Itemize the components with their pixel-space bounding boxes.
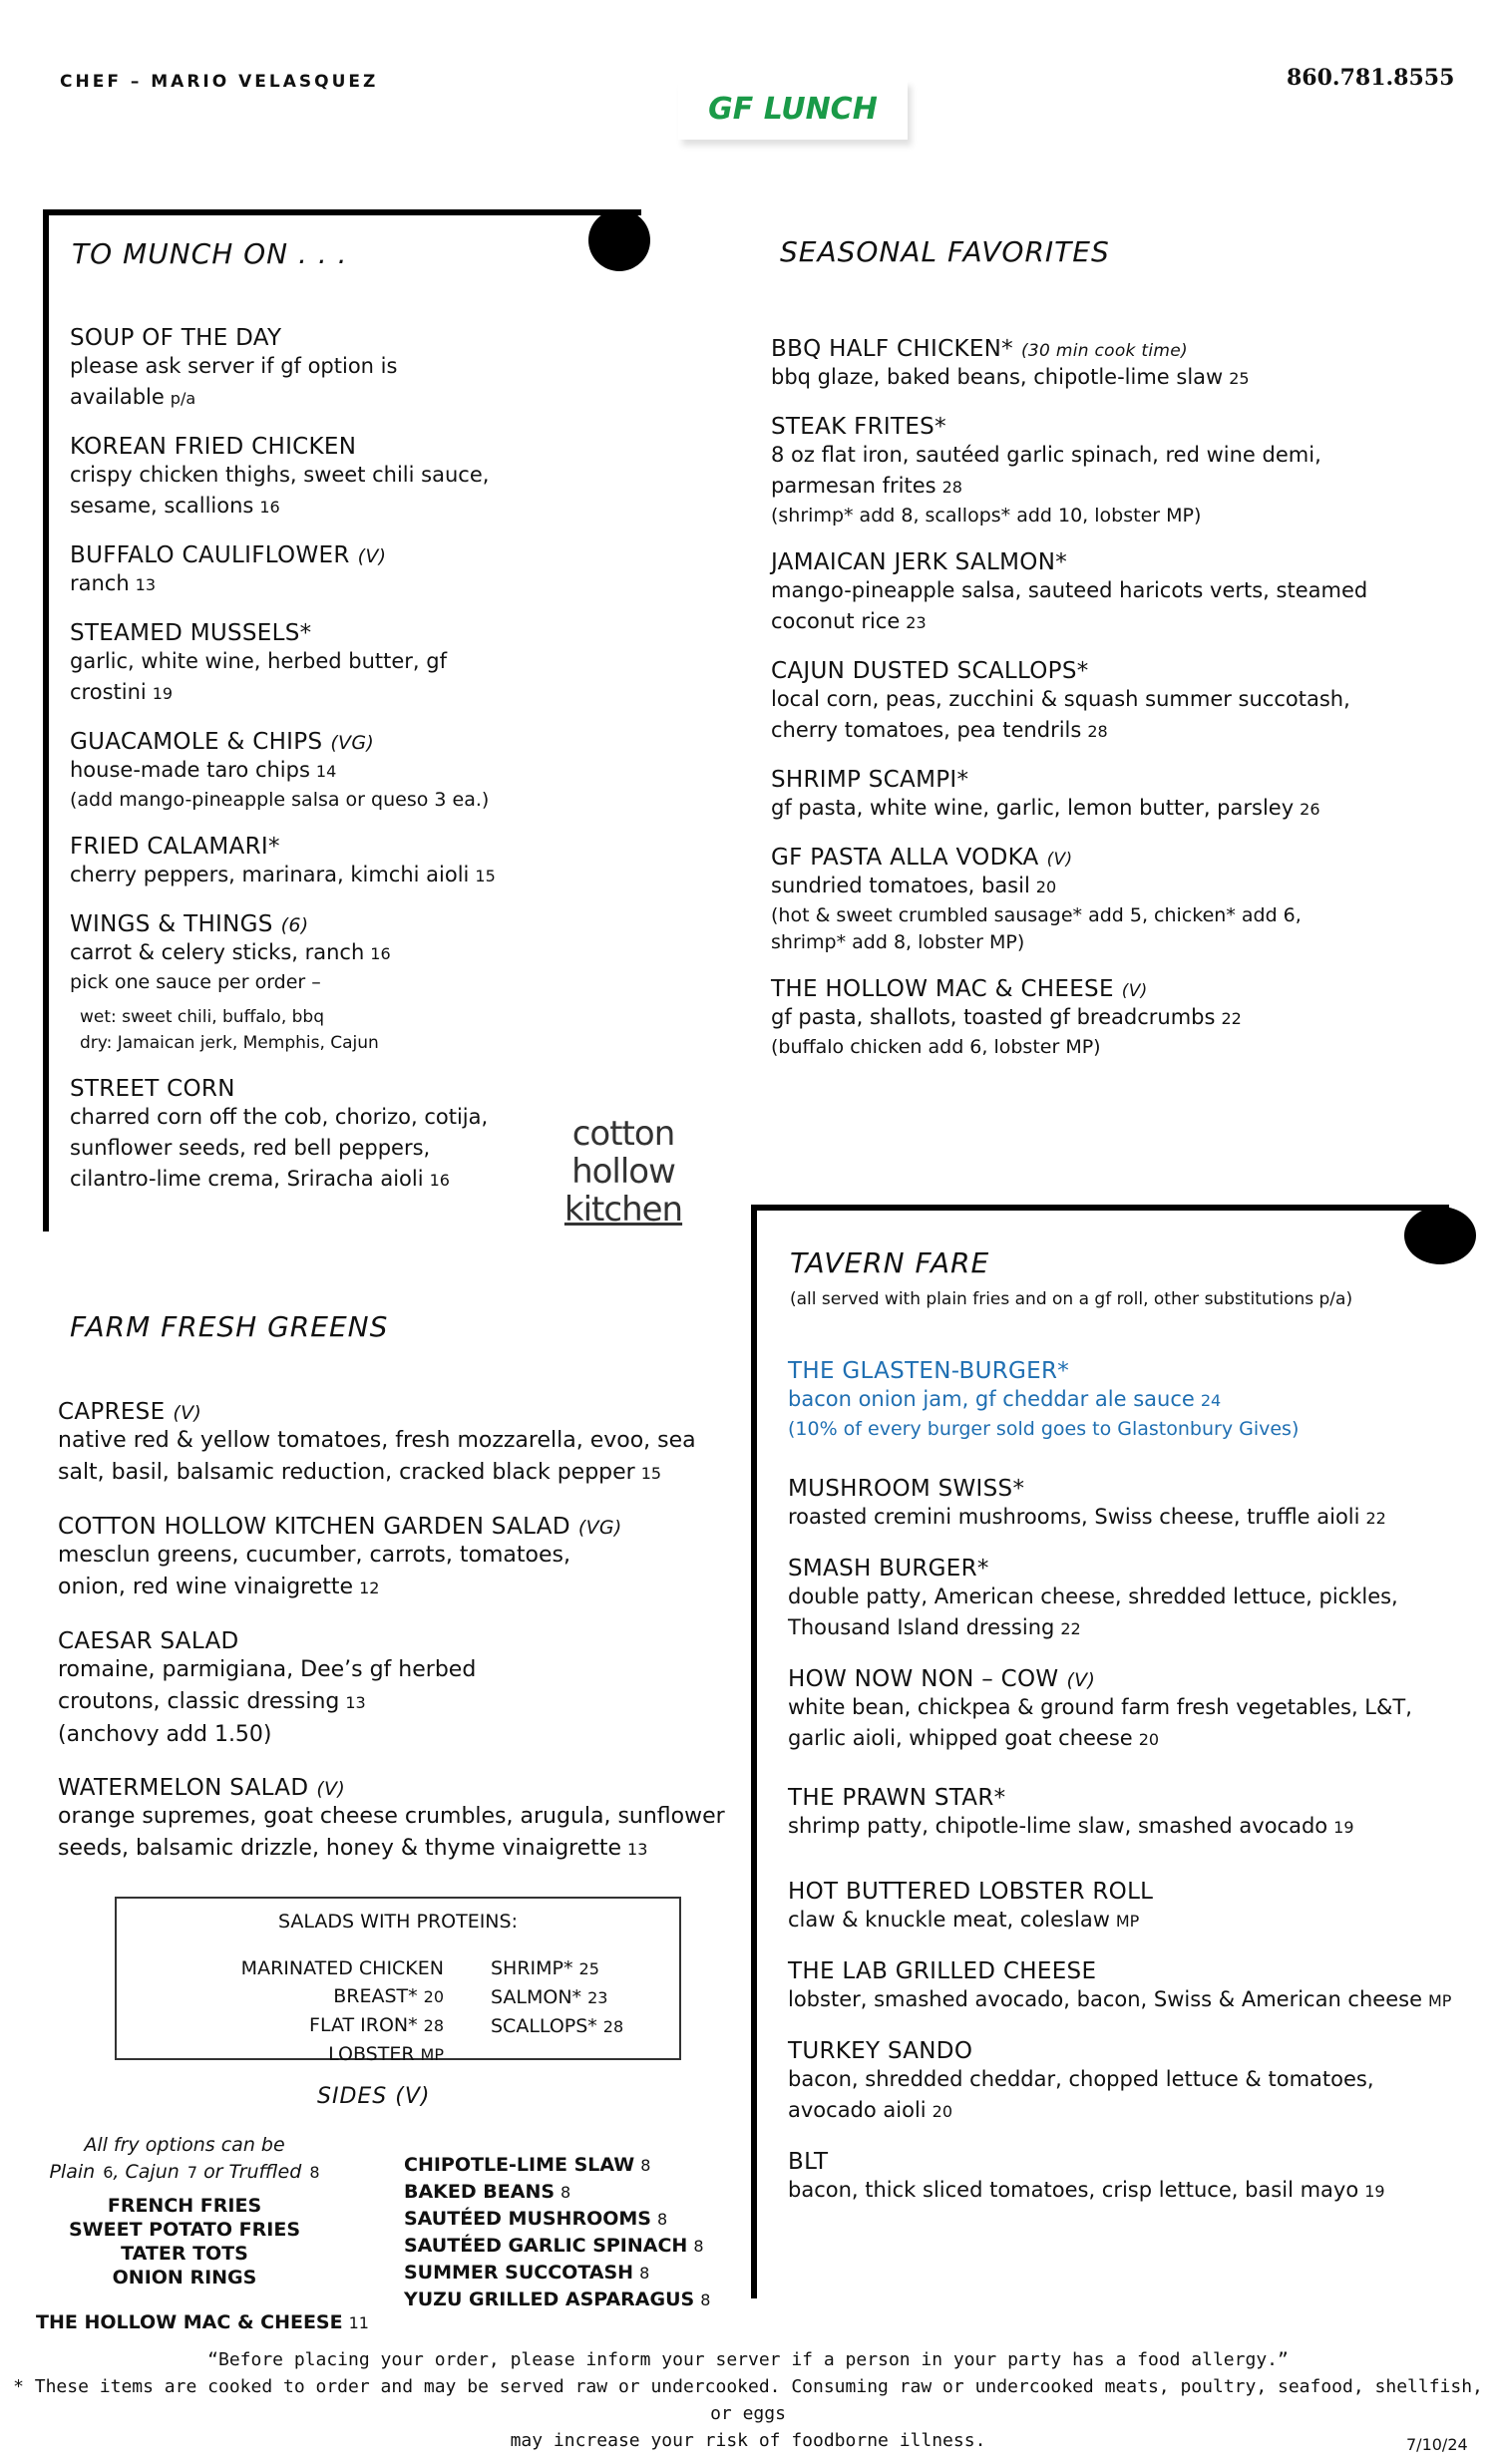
- menu-item-price: 15: [475, 867, 496, 885]
- menu-item: [771, 658, 1469, 747]
- menu-item-name: [771, 658, 1469, 684]
- wet-sauces: wet: sweet chili, buffalo, bbq: [80, 1007, 325, 1027]
- menu-item-price: 28: [941, 478, 962, 497]
- menu-item: [771, 845, 1469, 956]
- menu-item-name: [70, 325, 588, 351]
- menu-item-desc-text: local corn, peas, zucchini & squash summer succotash, cherry tomatoes, pea tendrils: [771, 687, 1350, 742]
- menu-item-desc: [58, 1425, 746, 1490]
- menu-item-desc: [771, 575, 1369, 638]
- tavern-title: TAVERN FARE: [790, 1246, 990, 1279]
- protein-price: 23: [587, 1988, 608, 2007]
- menu-item-tag: (VG): [330, 732, 375, 754]
- menu-item-desc-text: bbq glaze, baked beans, chipotle-lime slaw: [771, 365, 1224, 389]
- menu-item: [788, 1476, 1466, 1534]
- menu-item-price: 23: [906, 613, 927, 632]
- menu-item: [70, 834, 588, 891]
- protein-name: SHRIMP*: [491, 1957, 573, 1979]
- menu-item-price: 13: [627, 1840, 648, 1859]
- menu-item-desc-text: romaine, parmigiana, Dee’s gf herbed croutons, classic dressing: [58, 1657, 477, 1714]
- menu-item-desc: [788, 1905, 1466, 1936]
- decorative-dot: [588, 209, 650, 271]
- menu-item-name: [771, 414, 1469, 440]
- menu-item-tag: (6): [280, 914, 309, 936]
- menu-item-tag: (V): [316, 1778, 346, 1800]
- protein-price: 25: [578, 1959, 599, 1978]
- munch-list: [70, 325, 588, 1216]
- menu-item-title: THE LAB GRILLED CHEESE: [788, 1958, 1097, 1984]
- menu-item-tag: (VG): [577, 1517, 622, 1539]
- menu-item: [58, 1628, 746, 1751]
- menu-item-title: GF PASTA ALLA VODKA: [771, 845, 1039, 871]
- menu-item: [70, 542, 588, 600]
- menu-item-tag: (V): [173, 1402, 202, 1424]
- menu-item-desc-text: sundried tomatoes, basil: [771, 874, 1030, 897]
- sides-title: SIDES (V): [317, 2084, 431, 2109]
- menu-item-name: [58, 1628, 746, 1654]
- menu-item-name: [70, 834, 588, 860]
- menu-item-tag: (V): [357, 545, 387, 567]
- menu-item-price: 26: [1300, 800, 1320, 819]
- menu-item-note: (add mango-pineapple salsa or queso 3 ea.): [70, 789, 490, 811]
- allergy-footer: [0, 2346, 1496, 2454]
- menu-item-name: [788, 1476, 1466, 1502]
- menu-item-price: 20: [1138, 1730, 1160, 1749]
- menu-item-desc-text: roasted cremini mushrooms, Swiss cheese, truffle aioli: [788, 1505, 1360, 1529]
- menu-item: [771, 767, 1469, 825]
- tavern-list: [788, 1476, 1466, 2229]
- menu-item-desc: [58, 1801, 746, 1866]
- protein-price: 20: [423, 1987, 444, 2006]
- menu-item-name: [771, 549, 1469, 575]
- menu-item: [70, 1076, 588, 1196]
- menu-item: [771, 549, 1469, 638]
- protein-row: [491, 1983, 670, 2012]
- menu-item: [788, 1879, 1466, 1936]
- menu-item-name: [70, 542, 588, 568]
- menu-item-price: 22: [1221, 1009, 1242, 1028]
- menu-item-tag: (V): [1046, 850, 1073, 870]
- side-item: [404, 2233, 710, 2260]
- menu-item-title: SHRIMP SCAMPI*: [771, 767, 969, 793]
- menu-item-name: [788, 1785, 1466, 1811]
- menu-item-name: [70, 434, 588, 460]
- menu-item-title: WATERMELON SALAD: [58, 1775, 309, 1801]
- menu-item-desc: [771, 1002, 1369, 1034]
- menu-item-desc-text: white bean, chickpea & ground farm fresh vegetables, L&T, garlic aioli, whipped goat cheese: [788, 1695, 1412, 1750]
- menu-item-title: KOREAN FRIED CHICKEN: [70, 434, 357, 460]
- menu-item-desc: [771, 871, 1369, 902]
- menu-item-title: STEAMED MUSSELS*: [70, 620, 312, 646]
- menu-item-tag: (V): [1066, 1669, 1096, 1691]
- menu-item-desc: [788, 1502, 1466, 1534]
- menu-item-name: [771, 767, 1469, 793]
- footer-raw-warning: * These items are cooked to order and may be served raw or undercooked. Consuming raw or undercooked meats, poultry, seafood, shellfish, or eggs: [13, 2376, 1483, 2424]
- menu-item-desc: [70, 351, 509, 414]
- menu-item-price: MP: [1428, 1991, 1452, 2010]
- menu-item-note: (buffalo chicken add 6, lobster MP): [771, 1036, 1101, 1058]
- menu-item: [58, 1399, 746, 1490]
- menu-item-desc-text: bacon, shredded cheddar, chopped lettuce & tomatoes, avocado aioli: [788, 2067, 1374, 2122]
- side-name: YUZU GRILLED ASPARAGUS: [404, 2288, 695, 2310]
- side-name: SUMMER SUCCOTASH: [404, 2262, 634, 2284]
- protein-row: [135, 1954, 444, 2011]
- menu-item-note: (hot & sweet crumbled sausage* add 5, chicken* add 6, shrimp* add 8, lobster MP): [771, 904, 1302, 953]
- menu-item-title: HOT BUTTERED LOBSTER ROLL: [788, 1879, 1154, 1905]
- menu-item-price: 16: [370, 944, 391, 963]
- side-price: 8: [693, 2237, 704, 2256]
- proteins-title: SALADS WITH PROTEINS:: [278, 1911, 518, 1933]
- menu-item-title: HOW NOW NON – COW: [788, 1666, 1059, 1692]
- menu-item-desc: [70, 568, 509, 600]
- protein-price: 28: [602, 2017, 624, 2036]
- menu-item-title: MUSHROOM SWISS*: [788, 1476, 1025, 1502]
- menu-item: [788, 2038, 1466, 2127]
- featured-burger-price: 24: [1200, 1391, 1222, 1410]
- side-mac-price: 11: [348, 2313, 369, 2332]
- proteins-right: [491, 1954, 670, 2041]
- protein-row: [135, 2011, 444, 2040]
- menu-item-name: [70, 620, 588, 646]
- menu-item-name: [788, 2038, 1466, 2064]
- menu-item-desc: [788, 1811, 1466, 1843]
- menu-item-name: [788, 1556, 1466, 1582]
- menu-item-name: [788, 1879, 1466, 1905]
- menu-item-price: 12: [359, 1579, 380, 1597]
- protein-row: [135, 2040, 444, 2069]
- menu-item-desc-text: please ask server if gf option is available: [70, 354, 398, 409]
- menu-item-desc-text: carrot & celery sticks, ranch: [70, 940, 365, 964]
- menu-item-title: SOUP OF THE DAY: [70, 325, 282, 351]
- menu-item-desc: [788, 2064, 1466, 2127]
- menu-item: [771, 336, 1469, 394]
- menu-item: [788, 2149, 1466, 2207]
- menu-item-name: [788, 1666, 1466, 1692]
- menu-item: [58, 1514, 746, 1604]
- fry-cajun-price: 7: [187, 2163, 198, 2182]
- menu-item-title: STREET CORN: [70, 1076, 235, 1102]
- menu-item-desc-text: ranch: [70, 571, 130, 595]
- menu-item-title: STEAK FRITES*: [771, 414, 946, 440]
- menu-item: [788, 1958, 1466, 2016]
- menu-item-title: BBQ HALF CHICKEN*: [771, 336, 1013, 362]
- menu-item-title: THE HOLLOW MAC & CHEESE: [771, 976, 1114, 1002]
- side-item: [404, 2179, 710, 2206]
- menu-item-price: 19: [1333, 1818, 1354, 1837]
- menu-item-desc-text: garlic, white wine, herbed butter, gf crostini: [70, 649, 447, 704]
- phone-number: 860.781.8555: [1287, 65, 1455, 91]
- fry-cajun: Cajun: [125, 2161, 180, 2183]
- menu-item-title: GUACAMOLE & CHIPS: [70, 729, 323, 755]
- side-name: BAKED BEANS: [404, 2181, 556, 2203]
- menu-item-desc: [70, 860, 509, 891]
- side-item: [404, 2287, 710, 2313]
- menu-item-title: FRIED CALAMARI*: [70, 834, 280, 860]
- greens-title: FARM FRESH GREENS: [70, 1310, 389, 1343]
- menu-item-desc-text: 8 oz flat iron, sautéed garlic spinach, red wine demi, parmesan frites: [771, 443, 1321, 498]
- menu-item-price: 20: [932, 2102, 952, 2121]
- side-price: 8: [561, 2183, 571, 2202]
- fry-item: FRENCH FRIES: [107, 2195, 262, 2217]
- protein-name: SCALLOPS*: [491, 2015, 597, 2037]
- menu-item: [788, 1666, 1466, 1755]
- munch-title: TO MUNCH ON . . .: [72, 237, 348, 270]
- menu-item-desc-text: lobster, smashed avocado, bacon, Swiss & American cheese: [788, 1987, 1422, 2011]
- featured-burger-desc: bacon onion jam, gf cheddar ale sauce: [788, 1387, 1195, 1411]
- side-item: [404, 2206, 710, 2233]
- menu-item-desc-text: native red & yellow tomatoes, fresh mozzarella, evoo, sea salt, basil, balsamic reduction, cracked black pepper: [58, 1428, 696, 1485]
- fry-truffled: Truffled: [228, 2161, 302, 2183]
- menu-item-tag: (V): [1121, 981, 1148, 1001]
- fry-item: TATER TOTS: [121, 2243, 248, 2265]
- menu-item-note: (shrimp* add 8, scallops* add 10, lobster MP): [771, 505, 1202, 527]
- side-price: 8: [700, 2290, 711, 2309]
- menu-item-name: [58, 1775, 746, 1801]
- fries-list: [40, 2194, 329, 2289]
- decorative-dot: [1404, 1207, 1476, 1264]
- menu-item-price: 28: [1087, 722, 1108, 741]
- menu-item-desc: [788, 1692, 1416, 1755]
- menu-item-note: pick one sauce per order –: [70, 971, 321, 993]
- featured-burger-name: THE GLASTEN-BURGER*: [788, 1358, 1070, 1384]
- menu-item-desc: [58, 1540, 576, 1604]
- side-price: 8: [640, 2156, 651, 2175]
- menu-item-name: [70, 911, 588, 937]
- sides-right-list: [404, 2152, 710, 2313]
- side-name: SAUTÉED MUSHROOMS: [404, 2208, 651, 2230]
- side-name: CHIPOTLE-LIME SLAW: [404, 2154, 635, 2176]
- menu-item-price: 19: [152, 684, 174, 703]
- menu-item-title: BUFFALO CAULIFLOWER: [70, 542, 350, 568]
- menu-item-name: [70, 1076, 588, 1102]
- menu-item-desc-text: house-made taro chips: [70, 758, 310, 782]
- protein-row: [491, 2012, 670, 2041]
- menu-item-title: BLT: [788, 2149, 829, 2175]
- menu-item-tag: (30 min cook time): [1020, 341, 1188, 361]
- greens-list: [58, 1399, 746, 1890]
- menu-item: [70, 620, 588, 709]
- menu-item-title: JAMAICAN JERK SALMON*: [771, 549, 1068, 575]
- protein-name: MARINATED CHICKEN BREAST*: [240, 1957, 444, 2007]
- fry-plain: Plain: [49, 2161, 96, 2183]
- fry-truffled-price: 8: [309, 2163, 320, 2182]
- menu-item-desc-text: charred corn off the cob, chorizo, cotija, sunflower seeds, red bell peppers, cilantro-lime crema, Sriracha aioli: [70, 1105, 489, 1191]
- logo-line-3: kitchen: [563, 1190, 683, 1230]
- protein-row: [491, 1954, 670, 1983]
- menu-item: [70, 325, 588, 414]
- menu-item-desc-text: double patty, American cheese, shredded lettuce, pickles, Thousand Island dressing: [788, 1584, 1398, 1639]
- menu-item-price: 16: [259, 498, 280, 517]
- menu-item: [771, 414, 1469, 529]
- dry-sauces: dry: Jamaican jerk, Memphis, Cajun: [80, 1033, 379, 1053]
- side-mac: [36, 2309, 369, 2336]
- menu-item-desc: [771, 793, 1369, 825]
- menu-item-title: WINGS & THINGS: [70, 911, 273, 937]
- side-name: SAUTÉED GARLIC SPINACH: [404, 2235, 688, 2257]
- logo-line-1: cotton: [571, 1114, 675, 1154]
- menu-item-price: 22: [1365, 1509, 1386, 1528]
- menu-item: [788, 1556, 1466, 1644]
- side-price: 8: [639, 2264, 650, 2283]
- fry-intro: All fry options can be: [84, 2134, 285, 2156]
- tavern-subtitle: (all served with plain fries and on a gf roll, other substitutions p/a): [790, 1289, 1353, 1309]
- menu-item-desc: [788, 2175, 1466, 2207]
- menu-item-name: [771, 976, 1469, 1002]
- menu-item-title: CAPRESE: [58, 1399, 166, 1425]
- menu-item-desc: [70, 937, 509, 969]
- fry-plain-price: 6: [103, 2163, 114, 2182]
- menu-item-price: p/a: [170, 389, 196, 408]
- menu-item-desc: [771, 440, 1369, 503]
- footer-foodborne: may increase your risk of foodborne illness.: [510, 2430, 986, 2451]
- protein-name: FLAT IRON*: [309, 2014, 418, 2036]
- side-item: [404, 2152, 710, 2179]
- menu-item-desc-text: bacon, thick sliced tomatoes, crisp lettuce, basil mayo: [788, 2178, 1359, 2202]
- menu-item-desc-text: shrimp patty, chipotle-lime slaw, smashed avocado: [788, 1814, 1328, 1838]
- menu-item-title: COTTON HOLLOW KITCHEN GARDEN SALAD: [58, 1514, 570, 1540]
- side-item: [404, 2260, 710, 2287]
- protein-name: LOBSTER: [328, 2043, 415, 2065]
- fry-prices: Plain 6, Cajun 7 or Truffled 8: [49, 2161, 320, 2183]
- menu-item-price: 25: [1229, 369, 1250, 388]
- menu-item-desc-text: crispy chicken thighs, sweet chili sauce, sesame, scallions: [70, 463, 490, 518]
- menu-item: [788, 1785, 1466, 1843]
- menu-item-title: SMASH BURGER*: [788, 1556, 989, 1582]
- protein-price: MP: [420, 2045, 444, 2064]
- seasonal-title: SEASONAL FAVORITES: [780, 235, 1110, 268]
- menu-item-desc-text: mesclun greens, cucumber, carrots, tomatoes, onion, red wine vinaigrette: [58, 1543, 570, 1599]
- fry-or: or: [203, 2161, 223, 2183]
- proteins-left: [135, 1954, 444, 2069]
- menu-item-title: THE PRAWN STAR*: [788, 1785, 1006, 1811]
- menu-item: [58, 1775, 746, 1866]
- logo-line-2: hollow: [571, 1152, 675, 1192]
- menu-item-desc-text: gf pasta, shallots, toasted gf breadcrumbs: [771, 1005, 1216, 1029]
- menu-item-name: [788, 2149, 1466, 2175]
- menu-item-desc: [788, 1984, 1466, 2016]
- menu-item-desc: [771, 362, 1369, 394]
- menu-item-price: 16: [429, 1171, 450, 1190]
- menu-item: [771, 976, 1469, 1061]
- menu-item-desc: [70, 646, 509, 709]
- cotton-hollow-logo: [544, 1115, 703, 1254]
- menu-item-desc: [58, 1654, 576, 1719]
- menu-item-name: [771, 336, 1469, 362]
- menu-item-name: [58, 1514, 746, 1540]
- salad-proteins-box: [115, 1897, 681, 2065]
- menu-item-desc-text: claw & knuckle meat, coleslaw: [788, 1908, 1110, 1932]
- side-price: 8: [656, 2210, 668, 2229]
- menu-title: GF LUNCH: [678, 80, 908, 140]
- menu-item-desc: [70, 460, 509, 523]
- menu-item-price: 20: [1035, 878, 1057, 896]
- protein-name: SALMON*: [491, 1986, 582, 2008]
- menu-item-desc: [70, 1102, 509, 1196]
- menu-item-price: 15: [640, 1464, 662, 1483]
- menu-item-desc-text: gf pasta, white wine, garlic, lemon butter, parsley: [771, 796, 1295, 820]
- menu-item-desc: [788, 1582, 1416, 1644]
- fry-item: SWEET POTATO FRIES: [68, 2219, 301, 2241]
- menu-item-title: CAESAR SALAD: [58, 1628, 239, 1654]
- menu-item-price: 13: [135, 575, 157, 594]
- menu-item-name: [788, 1958, 1466, 1984]
- menu-item-price: 13: [345, 1693, 366, 1712]
- menu-item-desc-text: orange supremes, goat cheese crumbles, arugula, sunflower seeds, balsamic drizzle, honey & thyme vinaigrette: [58, 1804, 725, 1861]
- fry-item: ONION RINGS: [112, 2267, 257, 2288]
- menu-item: [70, 434, 588, 523]
- chef-name: CHEF – MARIO VELASQUEZ: [60, 72, 379, 92]
- menu-item-desc-text: cherry peppers, marinara, kimchi aioli: [70, 863, 470, 886]
- menu-item-name: [771, 845, 1469, 871]
- menu-item-price: 19: [1364, 2182, 1385, 2201]
- menu-item-price: 14: [315, 762, 337, 781]
- menu-item-desc-text: mango-pineapple salsa, sauteed haricots verts, steamed coconut rice: [771, 578, 1368, 633]
- menu-item-desc: [70, 755, 509, 787]
- menu-item-title: TURKEY SANDO: [788, 2038, 973, 2064]
- menu-item: [70, 911, 588, 1056]
- footer-allergy: “Before placing your order, please inform your server if a person in your party has a food allergy.”: [207, 2349, 1289, 2370]
- side-mac-name: THE HOLLOW MAC & CHEESE: [36, 2311, 343, 2333]
- protein-price: 28: [423, 2016, 444, 2035]
- seasonal-list: [771, 336, 1469, 1081]
- featured-burger: [788, 1358, 1436, 1443]
- menu-item-desc: [771, 684, 1369, 747]
- menu-item-price: MP: [1115, 1912, 1140, 1931]
- menu-item-name: [58, 1399, 746, 1425]
- menu-item-price: 22: [1060, 1619, 1081, 1638]
- menu-item-name: [70, 729, 588, 755]
- menu-item-title: CAJUN DUSTED SCALLOPS*: [771, 658, 1089, 684]
- menu-item: [70, 729, 588, 814]
- menu-date: 7/10/24: [1406, 2435, 1468, 2454]
- featured-burger-note: (10% of every burger sold goes to Glastonbury Gives): [788, 1418, 1300, 1440]
- menu-item-note: (anchovy add 1.50): [58, 1722, 272, 1747]
- fry-options: [40, 2132, 329, 2186]
